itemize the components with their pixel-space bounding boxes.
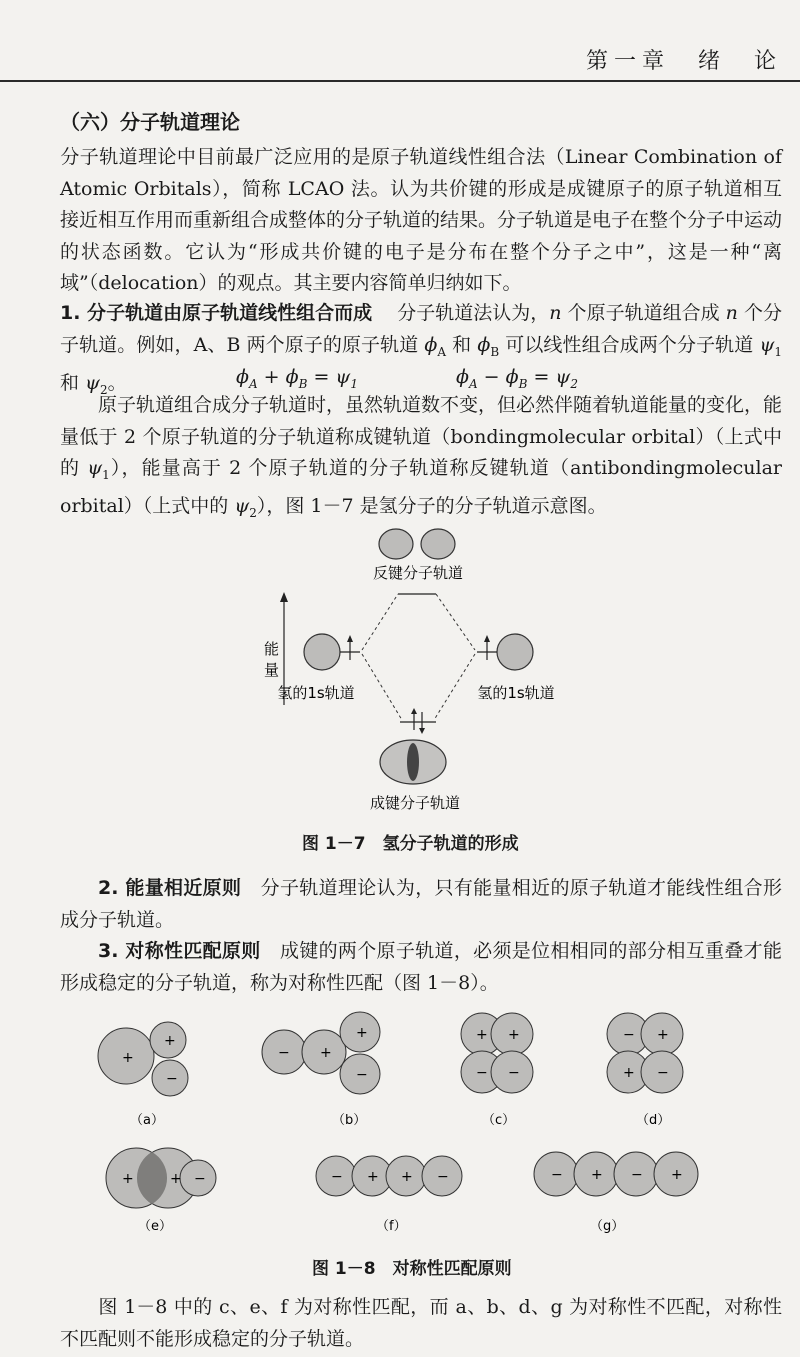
phase-minus: −: [551, 1167, 563, 1183]
symmetry-case-a: [98, 1022, 188, 1128]
antibonding-lobe-left: [379, 529, 413, 559]
phase-plus: +: [657, 1027, 669, 1043]
connector-lower-left: [362, 654, 402, 720]
energy-label-1: 能: [264, 640, 280, 658]
symmetry-case-g: [534, 1152, 698, 1234]
principle-1-text: 。: [107, 371, 127, 394]
var-n: n: [725, 302, 738, 324]
phase-plus: +: [367, 1169, 379, 1185]
phase-plus: +: [476, 1027, 488, 1043]
symmetry-case-c: [461, 1013, 533, 1128]
principle-3-text: 成键的两个原子轨道，必须是位相相同的部分相互重叠才能形成稳定的分子轨道，称为对称性匹配（图 1－8）。: [60, 940, 782, 994]
principle-2-text: 分子轨道理论认为，只有能量相近的原子轨道才能线性组合形成分子轨道。: [60, 877, 782, 931]
principle-1-text: 和: [446, 333, 478, 356]
phase-plus: +: [591, 1167, 603, 1183]
phase-plus: +: [320, 1045, 332, 1061]
principle-1-heading: 1. 分子轨道由原子轨道线性组合而成: [60, 302, 373, 324]
phase-plus: +: [401, 1169, 413, 1185]
psi-symbol: ψ: [759, 333, 775, 356]
section-title: （六）分子轨道理论: [60, 110, 240, 134]
subscript: B: [490, 344, 500, 359]
principle-1-text: 分子轨道法认为，: [397, 302, 550, 324]
phase-minus: −: [278, 1045, 290, 1061]
subscript: 2: [99, 382, 108, 397]
principle-1-text: 个分子轨道。例如，A、B 两个原子的原子轨道: [60, 302, 782, 356]
phase-minus: −: [476, 1065, 488, 1081]
energy-text: ），能量高于 2 个原子轨道的分子轨道称反键轨道（antibondingmolecular orbital）（上式中的: [60, 457, 782, 518]
phi-symbol: ϕ: [424, 333, 438, 356]
energy-text: ），图 1－7 是氢分子的分子轨道示意图。: [256, 495, 607, 518]
phase-plus: +: [164, 1033, 176, 1049]
page-header: [0, 0, 800, 82]
case-label: （d）: [636, 1113, 671, 1128]
paragraph-lcao: [60, 142, 782, 300]
phase-minus: −: [657, 1065, 669, 1081]
antibonding-lobe-right: [421, 529, 455, 559]
spin-arrowhead-down: [419, 728, 425, 734]
case-label: （a）: [130, 1113, 164, 1128]
phase-minus: −: [437, 1169, 449, 1185]
h-1s-label-right: 氢的1s轨道: [477, 684, 555, 702]
energy-axis-arrowhead: [280, 592, 288, 602]
figure-1-8-diagram: [80, 1004, 700, 1264]
case-label: （b）: [332, 1113, 367, 1128]
h-1s-orbital-left: [304, 634, 340, 670]
energy-text: 原子轨道组合成分子轨道时，虽然轨道数不变，但必然伴随着轨道能量的变化，能量低于 2 个原子轨道的分子轨道称成键轨道（bondingmolecular orbital）（上式中的: [60, 394, 783, 479]
phase-plus: +: [508, 1027, 520, 1043]
principle-1-text: 个原子轨道组合成: [561, 302, 726, 324]
chapter-title: 第一章 绪 论: [585, 49, 782, 74]
principle-2-heading: 2. 能量相近原则: [98, 877, 242, 899]
paragraph-principle-3: [60, 936, 782, 999]
phase-plus: +: [356, 1025, 368, 1041]
phi-symbol: ϕ: [477, 333, 491, 356]
figure-1-8-caption: 图 1－8 对称性匹配原则: [312, 1259, 512, 1279]
formula-antibonding: $\phi_A - \phi_B = \psi_2$: [456, 366, 578, 391]
phase-minus: −: [166, 1071, 178, 1087]
symmetry-case-d: [607, 1013, 683, 1128]
paragraph-lcao-text: 分子轨道理论中目前最广泛应用的是原子轨道线性组合法（Linear Combination of Atomic Orbitals），简称 LCAO 法。认为共价键的形成是成键原子的原子轨道相互接近相互作用而重新组合成整体的分子轨道的结果。分子轨道是电子在整个分子中运动的状态函数。它认为“形成共价键的电子是分布在整个分子之中”，这是一种“离域”（delocation）的观点。其主要内容简单归纳如下。: [60, 146, 783, 294]
spin-arrowhead-left: [347, 635, 353, 642]
paragraph-conclusion: [60, 1292, 782, 1355]
conclusion-text: 图 1－8 中的 c、e、f 为对称性匹配，而 a、b、d、g 为对称性不匹配，对称性不匹配则不能形成稳定的分子轨道。: [60, 1296, 782, 1350]
phase-plus: +: [623, 1065, 635, 1081]
spin-arrowhead-up: [411, 708, 417, 714]
symmetry-case-e: [106, 1148, 216, 1234]
var-n: n: [549, 302, 562, 324]
case-label: （g）: [590, 1219, 625, 1234]
connector-lower-right: [434, 654, 475, 720]
bonding-label: 成键分子轨道: [369, 794, 461, 812]
paragraph-principle-2: [60, 873, 782, 936]
case-label: （e）: [138, 1219, 172, 1234]
psi-symbol: ψ: [87, 457, 103, 479]
symmetry-case-f: [316, 1156, 462, 1234]
header-rule: [0, 80, 800, 82]
principle-1-text: 可以线性组合成两个分子轨道: [499, 333, 760, 356]
h-1s-label-left: 氢的1s轨道: [277, 684, 355, 702]
subscript: 1: [102, 467, 110, 482]
phase-plus: +: [122, 1171, 134, 1187]
energy-label-2: 量: [264, 661, 280, 679]
phase-minus: −: [194, 1171, 206, 1187]
phase-plus: +: [671, 1167, 683, 1183]
subscript: 1: [774, 344, 782, 359]
connector-upper-left: [362, 594, 398, 650]
psi-symbol: ψ: [234, 495, 250, 518]
case-label: （f）: [376, 1219, 407, 1234]
psi-symbol: ψ: [85, 371, 100, 394]
phase-minus: −: [631, 1167, 643, 1183]
formula-bonding: $\phi_A + \phi_B = \psi_1$: [236, 366, 358, 391]
phase-plus: +: [170, 1171, 182, 1187]
h-1s-orbital-right: [497, 634, 533, 670]
subscript: 2: [249, 506, 257, 521]
principle-3-heading: 3. 对称性匹配原则: [98, 940, 261, 962]
symmetry-case-b: [262, 1012, 380, 1128]
phase-minus: −: [356, 1067, 368, 1083]
spin-arrowhead-right: [484, 635, 490, 642]
paragraph-energy: [60, 390, 782, 530]
case-label: （c）: [482, 1113, 516, 1128]
connector-upper-right: [436, 594, 475, 650]
subscript: A: [437, 344, 447, 359]
principle-1-text: 和: [60, 371, 86, 394]
phase-minus: −: [623, 1027, 635, 1043]
phase-plus: +: [122, 1050, 134, 1066]
figure-1-7-caption: 图 1－7 氢分子轨道的形成: [302, 834, 519, 854]
phase-minus: −: [508, 1065, 520, 1081]
antibonding-label: 反键分子轨道: [372, 564, 464, 582]
phase-minus: −: [331, 1169, 343, 1185]
figure-1-7-diagram: [240, 520, 560, 820]
bonding-orbital-overlap: [407, 743, 419, 781]
